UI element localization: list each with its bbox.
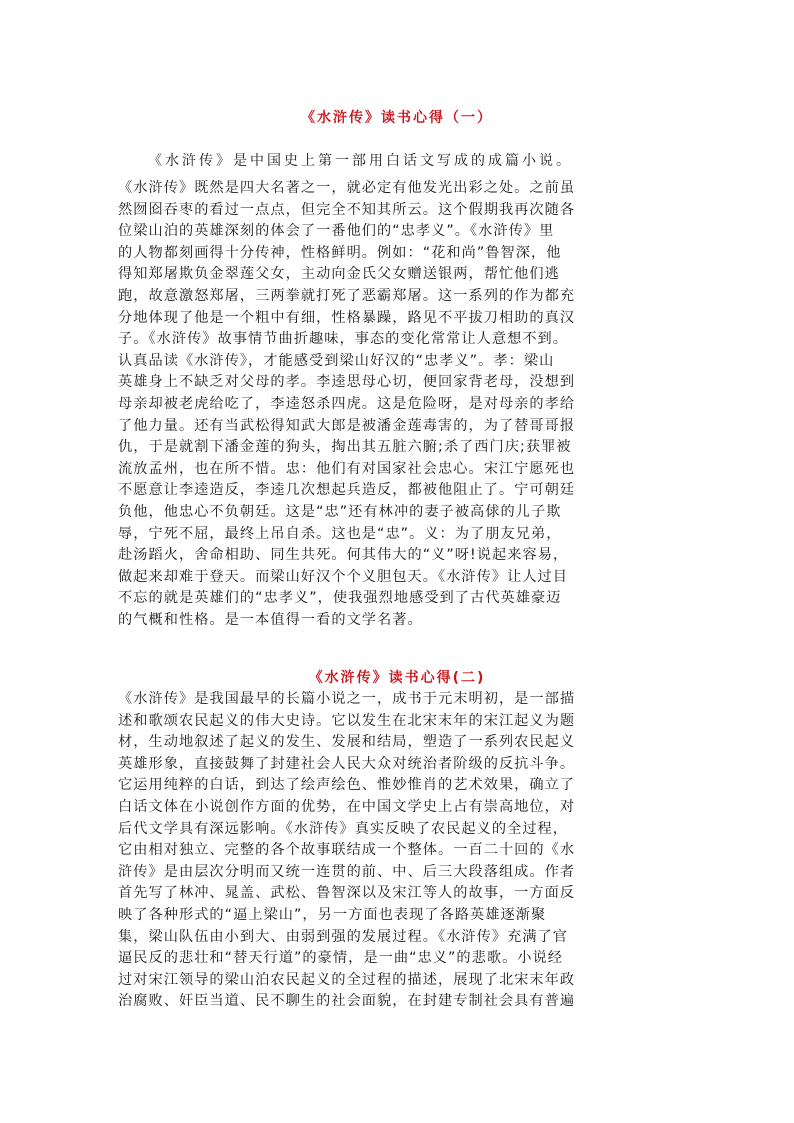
text-line: 白话文体在小说创作方面的优势，在中国文学史上占有崇高地位，对 [118,798,576,815]
text-line: 赴汤蹈火，舍命相助、同生共死。何其伟大的“义”呀!说起来容易， [118,547,569,564]
text-line: 浒传》是由层次分明而又统一连贯的前、中、后三大段落组成。作者 [118,863,576,880]
text-line: 治腐败、奸臣当道、民不聊生的社会面貌，在封建专制社会具有普遍 [118,993,576,1010]
text-line: 认真品读《水浒传》，才能感受到梁山好汉的“忠孝义”。孝：梁山 [118,352,555,369]
text-line: 后代文学具有深远影响。《水浒传》真实反映了农民起义的全过程， [118,820,569,837]
text-line: 述和歌颂农民起义的伟大史诗。它以发生在北宋末年的宋江起义为题 [118,712,576,729]
text-line: 了他力量。还有当武松得知武大郎是被潘金莲毒害的，为了替哥哥报 [118,417,576,434]
text-line: 不愿意让李逵造反，李逵几次想起兵造反，都被他阻止了。宁可朝廷 [118,482,576,499]
text-line: 首先写了林冲、晁盖、武松、鲁智深以及宋江等人的故事，一方面反 [118,885,576,902]
text-line: 跑，故意激怒郑屠，三两拳就打死了恶霸郑屠。这一系列的作为都充 [118,287,576,304]
text-line: 不忘的就是英雄们的“忠孝义”，使我强烈地感受到了古代英雄豪迈 [118,590,562,607]
text-line: 子。《水浒传》故事情节曲折趣味，事态的变化常常让人意想不到。 [118,331,569,348]
text-line: 的气概和性格。是一本值得一看的文学名著。 [118,611,423,628]
text-line: 英雄形象，直接鼓舞了封建社会人民大众对统治者阶级的反抗斗争。 [118,755,576,772]
text-line: 位梁山泊的英雄深刻的体会了一番他们的“忠孝义”。《水浒传》里 [118,223,555,240]
text-line: 得知郑屠欺负金翠莲父女，主动向金氏父女赠送银两，帮忙他们逃 [118,266,560,283]
section-2-body [118,689,678,1013]
text-line: 逼民反的悲壮和“替天行道”的豪情，是一曲“忠义”的悲歌。小说经 [118,950,564,967]
text-line: 《水浒传》既然是四大名著之一，就必定有他发光出彩之处。之前虽 [118,180,576,196]
text-line: 的人物都刻画得十分传神，性格鲜明。例如：“花和尚”鲁智深，他 [118,244,562,261]
section-1-lead: 《水浒传》是中国史上第一部用白话文写成的成篇小说。 [148,153,573,169]
text-line: 分地体现了他是一个粗中有细，性格暴躁，路见不平拔刀相助的真汉 [118,309,576,326]
text-line: 流放孟州，也在所不惜。忠：他们有对国家社会忠心。宋江宁愿死也 [118,460,576,477]
text-line: 仇，于是就割下潘金莲的狗头，掏出其五脏六腑;杀了西门庆;获罪被 [118,439,572,456]
text-line: 映了各种形式的“逼上梁山”，另一方面也表现了各路英雄逐渐聚 [118,906,547,923]
text-line: 过对宋江领导的梁山泊农民起义的全过程的描述，展现了北宋末年政 [118,971,576,988]
section-1-title: 《水浒传》读书心得（一） [301,110,493,126]
text-line: 负他，他忠心不负朝廷。这是“忠”还有林冲的妻子被高俅的儿子欺 [118,503,562,520]
text-line: 英雄身上不缺乏对父母的孝。李逵思母心切，便回家背老母，没想到 [118,374,576,391]
text-line: 做起来却难于登天。而梁山好汉个个义胆包天。《水浒传》让人过目 [118,568,569,585]
text-line: 它运用纯粹的白话，到达了绘声绘色、惟妙惟肖的艺术效果，确立了 [118,777,576,794]
text-line: 辱，宁死不屈，最终上吊自杀。这也是“忠”。义：为了朋友兄弟， [118,525,562,542]
section-2-title: 《水浒传》读书心得(二) [308,670,486,686]
section-1-body [118,178,678,631]
text-line: 《水浒传》是我国最早的长篇小说之一，成书于元末明初，是一部描 [118,691,576,707]
text-line: 然囫囵吞枣的看过一点点，但完全不知其所云。这个假期我再次随各 [118,201,576,218]
text-line: 母亲却被老虎给吃了，李逵怒杀四虎。这是危险呀，是对母亲的孝给 [118,395,576,412]
text-line: 它由相对独立、完整的各个故事联结成一个整体。一百二十回的《水 [118,842,576,859]
text-line: 材，生动地叙述了起义的发生、发展和结局，塑造了一系列农民起义 [118,734,576,751]
text-line: 集，梁山队伍由小到大、由弱到强的发展过程。《水浒传》充满了官 [118,928,569,945]
